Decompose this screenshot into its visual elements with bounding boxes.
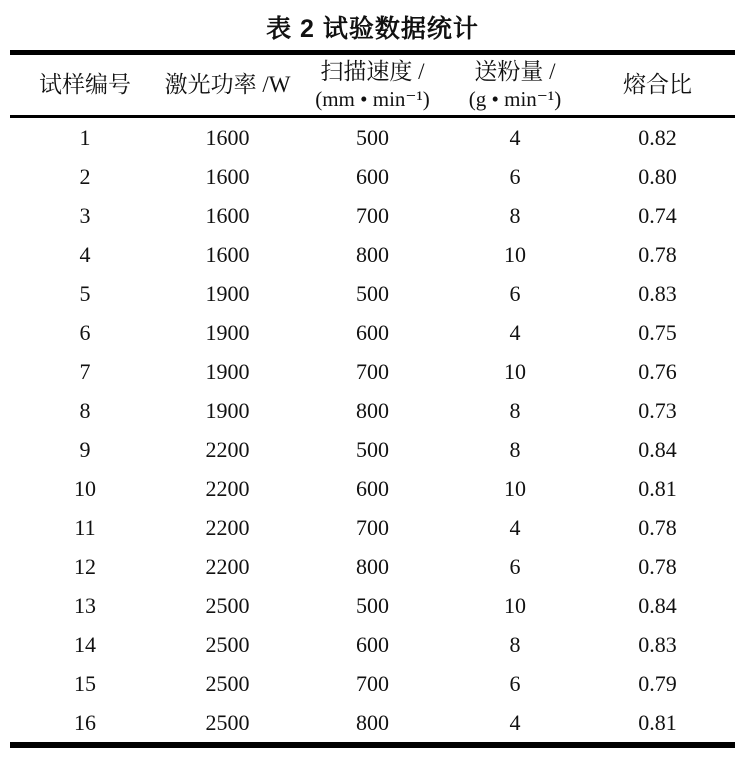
- column-header-laser-power: [160, 53, 295, 117]
- table-cell: 500: [356, 124, 389, 150]
- table-cell: 1900: [205, 280, 250, 306]
- table-row: [10, 664, 735, 703]
- table-cell: 2200: [205, 553, 250, 579]
- table-cell: 1600: [205, 163, 250, 189]
- table-cell: 600: [356, 163, 389, 189]
- column-header-line1: 送粉量 /: [474, 58, 556, 84]
- table-cell: 600: [356, 475, 389, 501]
- table-cell: 11: [74, 514, 96, 540]
- table-cell: 10: [74, 475, 96, 501]
- column-header-line2: (mm • min⁻¹): [315, 87, 430, 112]
- column-header-sample-no: [10, 53, 160, 117]
- table-cell: 8: [509, 436, 521, 462]
- table-cell: 500: [356, 436, 389, 462]
- table-cell: 6: [509, 280, 521, 306]
- table-row: [10, 313, 735, 352]
- column-header-line2: (g • min⁻¹): [468, 87, 562, 112]
- table-row: [10, 391, 735, 430]
- table-cell: 0.74: [638, 202, 677, 228]
- table-cell: 10: [504, 592, 526, 618]
- table-cell: 0.83: [638, 280, 677, 306]
- table-cell: 1900: [205, 319, 250, 345]
- table-row: [10, 547, 735, 586]
- table-cell: 0.81: [638, 475, 677, 501]
- table-cell: 1: [79, 124, 91, 150]
- table-body: [10, 117, 735, 746]
- table-cell: 1600: [205, 124, 250, 150]
- table-cell: 4: [509, 514, 521, 540]
- table-cell: 2: [79, 163, 91, 189]
- table-cell: 2500: [205, 631, 250, 657]
- table-cell: 700: [356, 670, 389, 696]
- table-cell: 15: [74, 670, 96, 696]
- table-cell: 6: [509, 553, 521, 579]
- table-row: [10, 508, 735, 547]
- table-cell: 6: [509, 670, 521, 696]
- table-cell: 4: [79, 241, 91, 267]
- table-cell: 3: [79, 202, 91, 228]
- table-cell: 2500: [205, 709, 250, 735]
- table-cell: 600: [356, 319, 389, 345]
- table-cell: 4: [509, 319, 521, 345]
- table-cell: 500: [356, 280, 389, 306]
- table-title: 表 2 试验数据统计: [266, 15, 479, 43]
- table-cell: 2500: [205, 592, 250, 618]
- table-cell: 700: [356, 514, 389, 540]
- table-cell: 8: [509, 202, 521, 228]
- table-row: [10, 586, 735, 625]
- table-cell: 1600: [205, 241, 250, 267]
- table-cell: 2200: [205, 436, 250, 462]
- table-cell: 0.78: [638, 553, 677, 579]
- column-header-fusion-ratio: [580, 53, 735, 117]
- table-cell: 10: [504, 241, 526, 267]
- table-cell: 1900: [205, 358, 250, 384]
- experiment-data-table: [10, 50, 735, 748]
- table-cell: 0.84: [638, 592, 677, 618]
- table-row: [10, 352, 735, 391]
- column-header-line1: 扫描速度 /: [320, 58, 425, 84]
- table-row: [10, 157, 735, 196]
- table-row: [10, 703, 735, 745]
- table-row: [10, 235, 735, 274]
- table-cell: 4: [509, 124, 521, 150]
- table-row: [10, 117, 735, 158]
- table-header: [10, 53, 735, 117]
- table-cell: 2500: [205, 670, 250, 696]
- table-cell: 8: [79, 397, 91, 423]
- table-row: [10, 430, 735, 469]
- table-cell: 8: [509, 631, 521, 657]
- table-cell: 6: [79, 319, 91, 345]
- table-cell: 0.82: [638, 124, 677, 150]
- table-cell: 0.81: [638, 709, 677, 735]
- table-cell: 2200: [205, 475, 250, 501]
- table-row: [10, 469, 735, 508]
- table-cell: 9: [79, 436, 91, 462]
- table-cell: 10: [504, 358, 526, 384]
- table-cell: 600: [356, 631, 389, 657]
- table-cell: 5: [79, 280, 91, 306]
- table-cell: 8: [509, 397, 521, 423]
- table-cell: 14: [74, 631, 96, 657]
- table-cell: 500: [356, 592, 389, 618]
- table-cell: 2200: [205, 514, 250, 540]
- table-cell: 1900: [205, 397, 250, 423]
- table-cell: 1600: [205, 202, 250, 228]
- table-cell: 800: [356, 241, 389, 267]
- table-cell: 6: [509, 163, 521, 189]
- table-cell: 13: [74, 592, 96, 618]
- table-cell: 700: [356, 202, 389, 228]
- column-header-line1: 熔合比: [623, 71, 692, 97]
- column-header-line1: 激光功率 /W: [164, 71, 291, 97]
- column-header-scan-speed: [295, 53, 450, 117]
- table-cell: 0.78: [638, 241, 677, 267]
- table-cell: 0.78: [638, 514, 677, 540]
- table-cell: 700: [356, 358, 389, 384]
- table-cell: 7: [79, 358, 91, 384]
- table-cell: 0.73: [638, 397, 677, 423]
- table-cell: 800: [356, 397, 389, 423]
- table-cell: 0.75: [638, 319, 677, 345]
- table-row: [10, 274, 735, 313]
- column-header-powder-feed: [450, 53, 580, 117]
- column-header-line1: 试样编号: [39, 71, 131, 97]
- header-row: [10, 53, 735, 117]
- table-row: [10, 196, 735, 235]
- table-cell: 0.79: [638, 670, 677, 696]
- table-cell: 16: [74, 709, 96, 735]
- table-cell: 800: [356, 553, 389, 579]
- table-cell: 0.80: [638, 163, 677, 189]
- table-cell: 0.76: [638, 358, 677, 384]
- table-cell: 800: [356, 709, 389, 735]
- table-cell: 0.84: [638, 436, 677, 462]
- table-cell: 4: [509, 709, 521, 735]
- table-cell: 10: [504, 475, 526, 501]
- table-cell: 0.83: [638, 631, 677, 657]
- table-cell: 12: [74, 553, 96, 579]
- table-row: [10, 625, 735, 664]
